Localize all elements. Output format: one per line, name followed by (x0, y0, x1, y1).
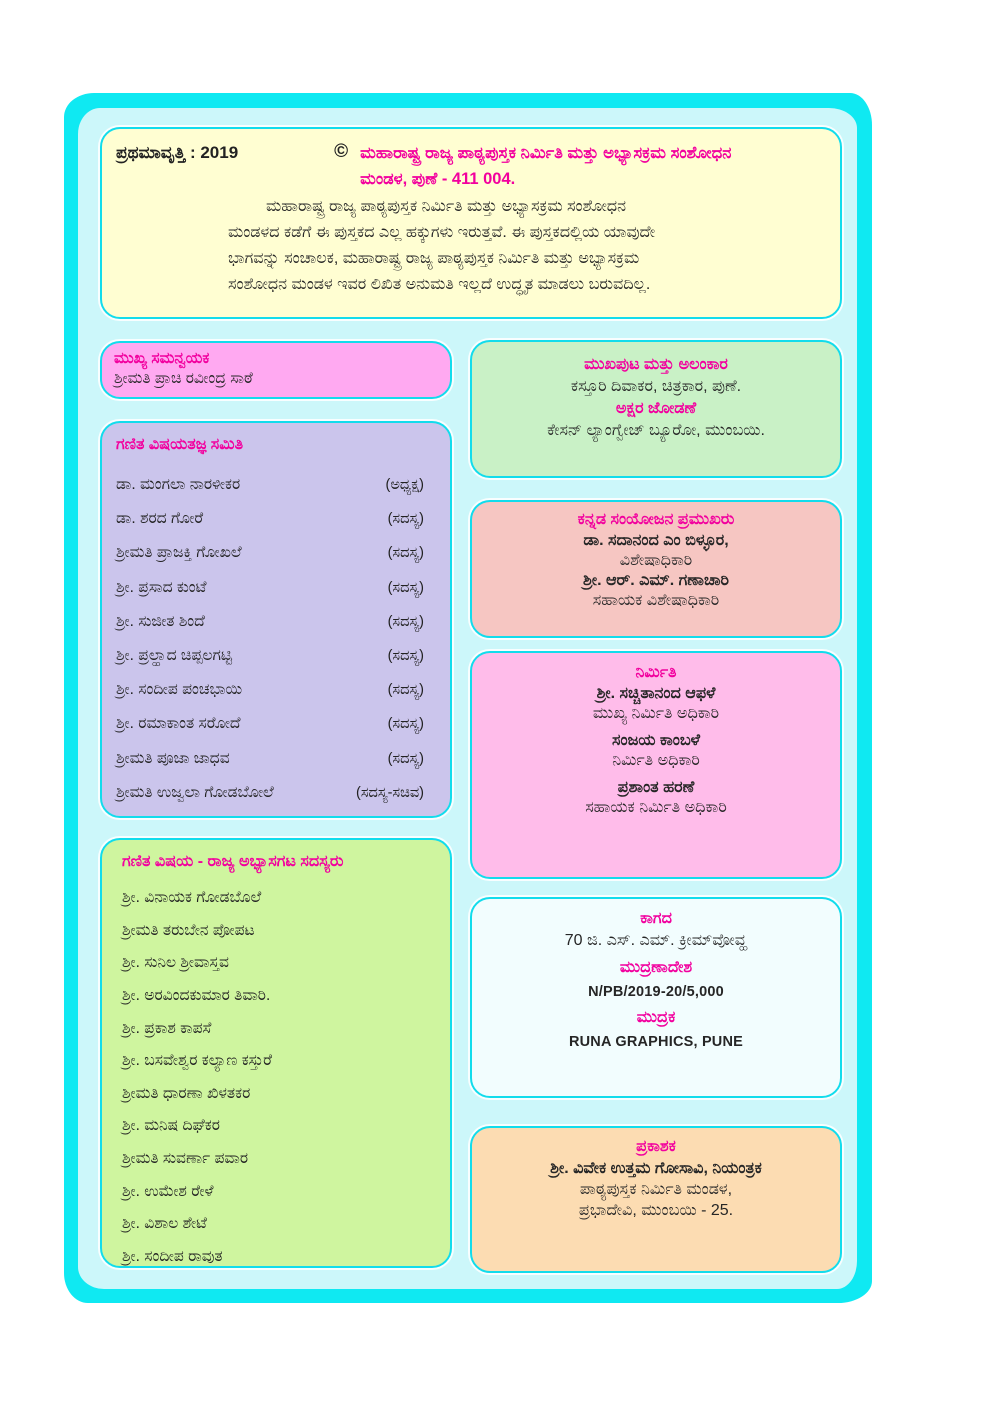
member-name: ಶ್ರೀ. ಪ್ರಸಾದ ಕುಂಟೆ (116, 578, 207, 596)
member-role: (ಸದಸ್ಯ-ಸಚಿವ) (355, 784, 424, 801)
member-name: ಶ್ರೀ. ಸಂದೀಪ ಪಂಚಭಾಯಿ (116, 681, 243, 699)
member-name: ಶ್ರೀಮತಿ ಉಜ್ವಲಾ ಗೋಡಬೋಲೆ (116, 783, 274, 801)
officer-role: ನಿರ್ಮಿತಿ ಅಧಿಕಾರಿ (612, 752, 700, 769)
member-name: ಶ್ರೀಮತಿ ಪೂಜಾ ಜಾಧವ (116, 749, 230, 767)
member-name: ಶ್ರೀಮತಿ ಪ್ರಾಜಕ್ತಿ ಗೋಖಲೆ (116, 544, 242, 562)
member-role: (ಸದಸ್ಯ) (387, 682, 424, 699)
kannada-coordination-title: ಕನ್ನಡ ಸಂಯೋಜನ ಪ್ರಮುಖರು (577, 511, 735, 528)
official-name: ಡಾ. ಸದಾನಂದ ಎಂ ಬಿಳ್ಳೂರ, (583, 532, 729, 549)
publisher-address-line1: ಪಾಠ್ಯಪುಸ್ತಕ ನಿರ್ಮಿತಿ ಮಂಡಳ, (579, 1181, 733, 1198)
publisher-name: ಶ್ರೀ. ವಿವೇಕ ಉತ್ತಮ ಗೋಸಾವಿ, ನಿಯಂತ್ರಕ (550, 1160, 762, 1177)
table-row (102, 468, 450, 502)
table-row (102, 536, 450, 570)
copyright-holder-line2: ಮಂಡಳ, ಪುಣೆ - 411 004. (360, 169, 516, 188)
list-item: ಶ್ರೀಮತಿ ತರುಬೇನ ಪೋಪಟ (122, 921, 255, 939)
production-entry (480, 779, 832, 817)
copyright-holder-line1: ಮಹಾರಾಷ್ಟ್ರ ರಾಜ್ಯ ಪಾಠ್ಯಪುಸ್ತಕ ನಿರ್ಮಿತಿ ಮತ್ತು ಅಭ್ಯಾಸಕ್ರಮ ಸಂಶೋಧನ (360, 144, 732, 162)
copyright-icon: © (334, 141, 349, 162)
official-role: ಸಹಾಯಕ ವಿಶೇಷಾಧಿಕಾರಿ (592, 592, 720, 609)
member-role: (ಸದಸ್ಯ) (387, 545, 424, 562)
list-item: ಶ್ರೀಮತಿ ಧಾರಣಾ ಖಿಳತಕರ (122, 1084, 251, 1102)
list-item: ಶ್ರೀ. ವಿಶಾಲ ಶೇಟೆ (122, 1215, 207, 1233)
cover-design-box (470, 340, 842, 478)
official-name: ಶ್ರೀ. ಆರ್. ಎಮ್. ಗಣಾಚಾರಿ (583, 572, 729, 589)
notice-line: ಭಾಗವನ್ನು ಸಂಚಾಲಕ, ಮಹಾರಾಷ್ಟ್ರ ರಾಜ್ಯ ಪಾಠ್ಯಪುಸ್ತಕ ನಿರ್ಮಿತಿ ಮತ್ತು ಅಭ್ಯಾಸಕ್ರಮ (228, 249, 640, 267)
member-role: (ಸದಸ್ಯ) (387, 579, 424, 596)
list-item: ಶ್ರೀ. ಅರವಿಂದಕುಮಾರ ತಿವಾರಿ. (122, 987, 271, 1005)
table-row (102, 571, 450, 605)
list-item: ಶ್ರೀಮತಿ ಸುವರ್ಣಾ ಪವಾರ (122, 1150, 249, 1168)
study-group-title: ಗಣಿತ ವಿಷಯ - ರಾಜ್ಯ ಅಭ್ಯಾಸಗಟ ಸದಸ್ಯರು (122, 853, 344, 870)
paper-spec: 70 ಜಿ. ಎಸ್. ಎಮ್. ಕ್ರೀಮ್‌ವೋವ್ಹ (564, 932, 748, 949)
member-name: ಶ್ರೀ. ರಮಾಕಾಂತ ಸರೋದೆ (116, 715, 241, 733)
official-role: ವಿಶೇಷಾಧಿಕಾರಿ (619, 552, 693, 569)
copyright-holder (360, 141, 731, 192)
table-row (102, 502, 450, 536)
subject-committee-title: ಗಣಿತ ವಿಷಯತಜ್ಞ ಸಮಿತಿ (116, 436, 244, 453)
printer-name: RUNA GRAPHICS, PUNE (568, 1034, 744, 1050)
notice-line: ಸಂಶೋಧನ ಮಂಡಳ ಇವರ ಲಿಖಿತ ಅನುಮತಿ ಇಲ್ಲದೆ ಉದ್ಧೃತ ಮಾಡಲು ಬರುವದಿಲ್ಲ. (228, 275, 651, 293)
list-item: ಶ್ರೀ. ಉಮೇಶ ರೇಳೆ (122, 1182, 214, 1200)
member-role: (ಅಧ್ಯಕ್ಷ) (385, 477, 424, 494)
study-group-box (100, 838, 452, 1268)
publisher-title: ಪ್ರಕಾಶಕ (636, 1138, 676, 1155)
cover-design-title: ಮುಖಪುಟ ಮತ್ತು ಅಲಂಕಾರ (584, 356, 728, 373)
publisher-box (470, 1126, 842, 1273)
officer-name: ಸಂಜಯ ಕಾಂಬಳೆ (611, 732, 700, 749)
print-order-title: ಮುದ್ರಣಾದೇಶ (619, 959, 693, 976)
list-item: ಶ್ರೀ. ಬಸವೇಶ್ವರ ಕಲ್ಯಾಣ ಕಸ್ತುರೆ (122, 1052, 272, 1070)
table-row (102, 776, 450, 810)
list-item: ಶ್ರೀ. ಸಂದೀಪ ರಾವುತ (122, 1247, 223, 1265)
production-title: ನಿರ್ಮಿತಿ (635, 664, 677, 681)
table-row (102, 605, 450, 639)
notice-line: ಮಹಾರಾಷ್ಟ್ರ ರಾಜ್ಯ ಪಾಠ್ಯಪುಸ್ತಕ ನಿರ್ಮಿತಿ ಮತ್ತು ಅಭ್ಯಾಸಕ್ರಮ ಸಂಶೋಧನ (266, 198, 627, 216)
officer-role: ಮುಖ್ಯ ನಿರ್ಮಿತಿ ಅಧಿಕಾರಿ (592, 705, 720, 722)
table-row (102, 639, 450, 673)
cover-artist: ಕಸ್ತೂರಿ ದಿವಾಕರ, ಚಿತ್ರಕಾರ, ಪುಣೆ. (570, 378, 742, 395)
production-entry (480, 685, 832, 723)
edition-label: ಪ್ರಥಮಾವೃತ್ತಿ : 2019 (116, 143, 239, 162)
typesetting-title: ಅಕ್ಷರ ಜೋಡಣೆ (615, 400, 697, 417)
member-role: (ಸದಸ್ಯ) (387, 750, 424, 767)
copyright-header (116, 141, 824, 192)
subject-committee-box (100, 421, 452, 818)
chief-coordinator-name: ಶ್ರೀಮತಿ ಪ್ರಾಚಿ ರವೀಂದ್ರ ಸಾಠೆ (114, 370, 253, 388)
kannada-coordination-box (470, 500, 842, 638)
list-item: ಶ್ರೀ. ಪ್ರಕಾಶ ಕಾಪಸೆ (122, 1019, 212, 1037)
chief-coordinator-box (100, 341, 452, 399)
officer-name: ಪ್ರಶಾಂತ ಹರಣೆ (617, 779, 695, 796)
member-name: ಶ್ರೀ. ಪ್ರಲ್ಹಾದ ಚಿಪ್ಪಲಗಟ್ಟಿ (116, 647, 233, 665)
copyright-notice (116, 194, 824, 298)
production-box (470, 651, 842, 879)
table-row (102, 673, 450, 707)
list-item: ಶ್ರೀ. ಮನಿಷ ದಿಘೆಕರ (122, 1117, 220, 1135)
officer-role: ಸಹಾಯಕ ನಿರ್ಮಿತಿ ಅಧಿಕಾರಿ (585, 799, 727, 816)
table-row (102, 742, 450, 776)
member-name: ಶ್ರೀ. ಸುಜೀತ ಶಿಂದೆ (116, 612, 205, 630)
chief-coordinator-title: ಮುಖ್ಯ ಸಮನ್ವಯಕ (114, 350, 210, 367)
member-role: (ಸದಸ್ಯ) (387, 613, 424, 630)
table-row (102, 707, 450, 741)
print-order-number: N/PB/2019-20/5,000 (588, 984, 724, 1000)
copyright-box (100, 127, 842, 319)
typesetter-name: ಕೇಸನ್ ಲ್ಯಾಂಗ್ವೇಜ್ ಬ್ಯೂರೋ, ಮುಂಬಯಿ. (547, 422, 765, 439)
member-role: (ಸದಸ್ಯ) (387, 511, 424, 528)
list-item: ಶ್ರೀ. ಸುನಿಲ ಶ್ರೀವಾಸ್ತವ (122, 954, 229, 972)
member-role: (ಸದಸ್ಯ) (387, 648, 424, 665)
member-name: ಡಾ. ಮಂಗಲಾ ನಾರಳೀಕರ (116, 476, 241, 494)
officer-name: ಶ್ರೀ. ಸಚ್ಚಿತಾನಂದ ಆಫಳೆ (596, 685, 716, 702)
member-name: ಡಾ. ಶರದ ಗೋರೆ (116, 510, 204, 528)
publisher-address-line2: ಪ್ರಭಾದೇವಿ, ಮುಂಬಯಿ - 25. (578, 1202, 734, 1219)
paper-print-box (470, 897, 842, 1098)
list-item: ಶ್ರೀ. ವಿನಾಯಕ ಗೋಡಬೊಲೆ (122, 889, 262, 907)
paper-title: ಕಾಗದ (640, 910, 672, 927)
member-role: (ಸದಸ್ಯ) (387, 716, 424, 733)
production-entry (480, 732, 832, 770)
notice-line: ಮಂಡಳದ ಕಡೆಗೆ ಈ ಪುಸ್ತಕದ ಎಲ್ಲ ಹಕ್ಕುಗಳು ಇರುತ್ತವೆ. ಈ ಪುಸ್ತಕದಲ್ಲಿಯ ಯಾವುದೇ (228, 224, 656, 242)
printer-title: ಮುದ್ರಕ (636, 1009, 676, 1026)
